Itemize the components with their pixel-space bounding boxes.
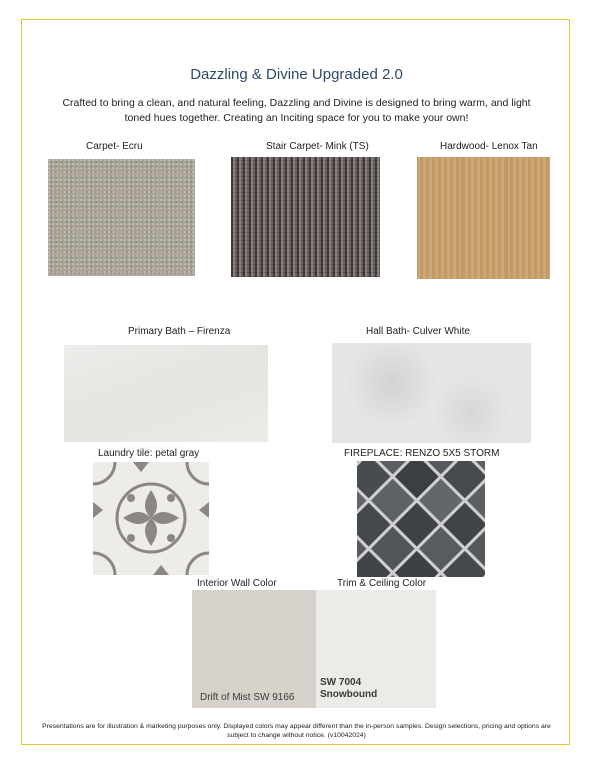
- paint-name-trim: Snowbound: [320, 689, 378, 700]
- renzo-storm-pattern: [357, 461, 485, 577]
- swatch-hall-bath-culver-white: [332, 343, 531, 443]
- label-interior-wall-color: Interior Wall Color: [197, 578, 277, 589]
- label-laundry-tile: Laundry tile: petal gray: [98, 448, 200, 459]
- label-fireplace: FIREPLACE: RENZO 5X5 STORM: [344, 448, 500, 459]
- swatch-hardwood-lenox-tan: [417, 157, 550, 279]
- paint-chip-interior-wall: [192, 590, 316, 708]
- swatch-primary-bath-firenza: [64, 345, 268, 442]
- swatch-carpet-ecru: [48, 159, 195, 276]
- swatch-fireplace-renzo-storm: [357, 461, 485, 577]
- paint-code-trim: SW 7004: [320, 677, 362, 688]
- paint-name-interior: Drift of Mist SW 9166: [200, 692, 295, 703]
- page-title: Dazzling & Divine Upgraded 2.0: [190, 66, 403, 83]
- swatch-laundry-tile-petal-gray: [93, 462, 209, 575]
- swatch-stair-carpet-mink: [231, 157, 380, 277]
- disclaimer-footer: Presentations are for illustration & marketing purposes only. Displayed colors may appear different than the in-person samples. Design selections, pricing and options are subject to change without notice. (v10042024): [42, 723, 551, 739]
- label-hall-bath: Hall Bath- Culver White: [366, 326, 470, 337]
- label-primary-bath: Primary Bath – Firenza: [128, 326, 231, 337]
- label-carpet-ecru: Carpet- Ecru: [86, 141, 143, 152]
- intro-text: Crafted to bring a clean, and natural feeling, Dazzling and Divine is designed to bring warm, and light toned hues together. Creating an Inciting space for you to make your own!: [62, 97, 531, 124]
- label-stair-carpet-mink: Stair Carpet- Mink (TS): [266, 141, 369, 152]
- petal-gray-pattern: [93, 462, 209, 575]
- label-trim-ceiling-color: Trim & Ceiling Color: [337, 578, 427, 589]
- label-hardwood-lenox-tan: Hardwood- Lenox Tan: [440, 141, 538, 152]
- paint-chip-trim-ceiling: [316, 590, 436, 708]
